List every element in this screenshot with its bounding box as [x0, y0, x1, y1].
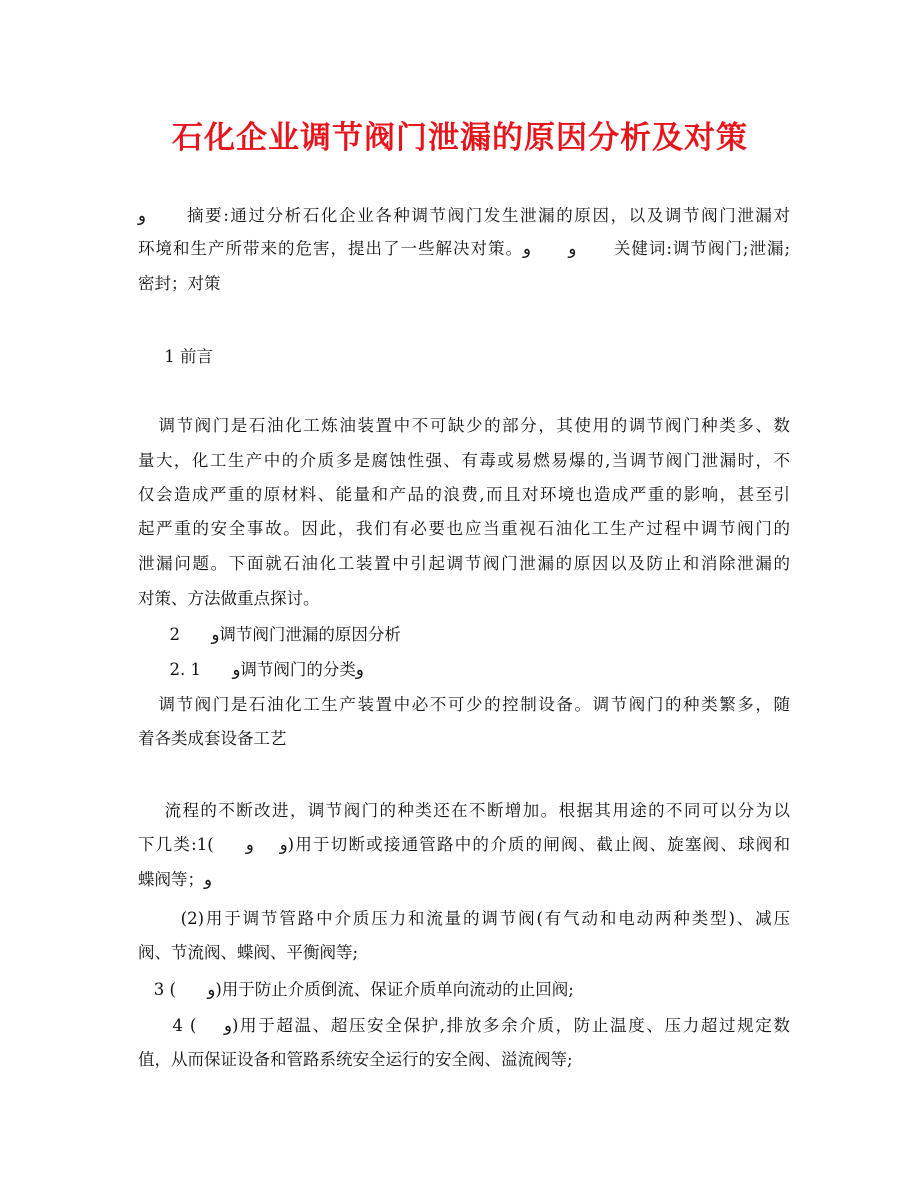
- abstract-line-1: و 摘要:通过分析石化企业各种调节阀门发生泄漏的原因，以及调节阀门泄漏对: [138, 206, 790, 225]
- paragraph-line: 调节阀门是石油化工生产装置中必不可少的控制设备。调节阀门的种类繁多，随: [138, 695, 790, 714]
- list-item-2-line-1: (2)用于调节管路中介质压力和流量的调节阀(有气动和电动两种类型)、减压: [138, 909, 790, 928]
- paragraph-line: 量大，化工生产中的介质多是腐蚀性强、有毒或易燃易爆的,当调节阀门泄漏时，不: [138, 451, 790, 470]
- list-item-3: 3 ( و)用于防止介质倒流、保证介质单向流动的止回阀;: [138, 980, 574, 999]
- paragraph-line: 起严重的安全事故。因此，我们有必要也应当重视石油化工生产过程中调节阀门的: [138, 519, 790, 538]
- paragraph-line: 对策、方法做重点探讨。: [138, 589, 320, 608]
- abstract-line-2: 环境和生产所带来的危害，提出了一些解决对策。و و 关健词:调节阀门;泄漏;: [138, 239, 791, 258]
- section-heading-2: 2 و调节阀门泄漏的原因分析: [138, 625, 401, 644]
- paragraph-line: 下几类:1( و و)用于切断或接通管路中的介质的闸阀、截止阀、旋塞阀、球阀和: [138, 835, 791, 854]
- keywords-line: 密封；对策: [138, 274, 221, 293]
- list-item-4-line-1: 4 ( و)用于超温、超压安全保护,排放多余介质，防止温度、压力超过规定数: [138, 1016, 790, 1035]
- subsection-heading-2-1: 2. 1 و调节阀门的分类و: [138, 660, 364, 679]
- paragraph-line: 泄漏问题。下面就石油化工装置中引起调节阀门泄漏的原因以及防止和消除泄漏的: [138, 554, 790, 573]
- paragraph-line: 仅会造成严重的原材料、能量和产品的浪费,而且对环境也造成严重的影响，甚至引: [138, 485, 790, 504]
- section-heading-1: 1 前言: [138, 347, 213, 366]
- paragraph-line: 流程的不断改进，调节阀门的种类还在不断增加。根据其用途的不同可以分为以: [138, 801, 790, 820]
- paragraph-line: 调节阀门是石油化工炼油装置中不可缺少的部分，其使用的调节阀门种类多、数: [138, 416, 790, 435]
- document-title: 石化企业调节阀门泄漏的原因分析及对策: [172, 120, 748, 156]
- list-item-2-line-2: 阀、节流阀、蝶阀、平衡阀等;: [138, 943, 359, 962]
- paragraph-line: 蝶阀等；و: [138, 870, 212, 889]
- paragraph-line: 着各类成套设备工艺: [138, 729, 287, 748]
- list-item-4-line-2: 值，从而保证设备和管路系统安全运行的安全阀、溢流阀等;: [138, 1050, 573, 1069]
